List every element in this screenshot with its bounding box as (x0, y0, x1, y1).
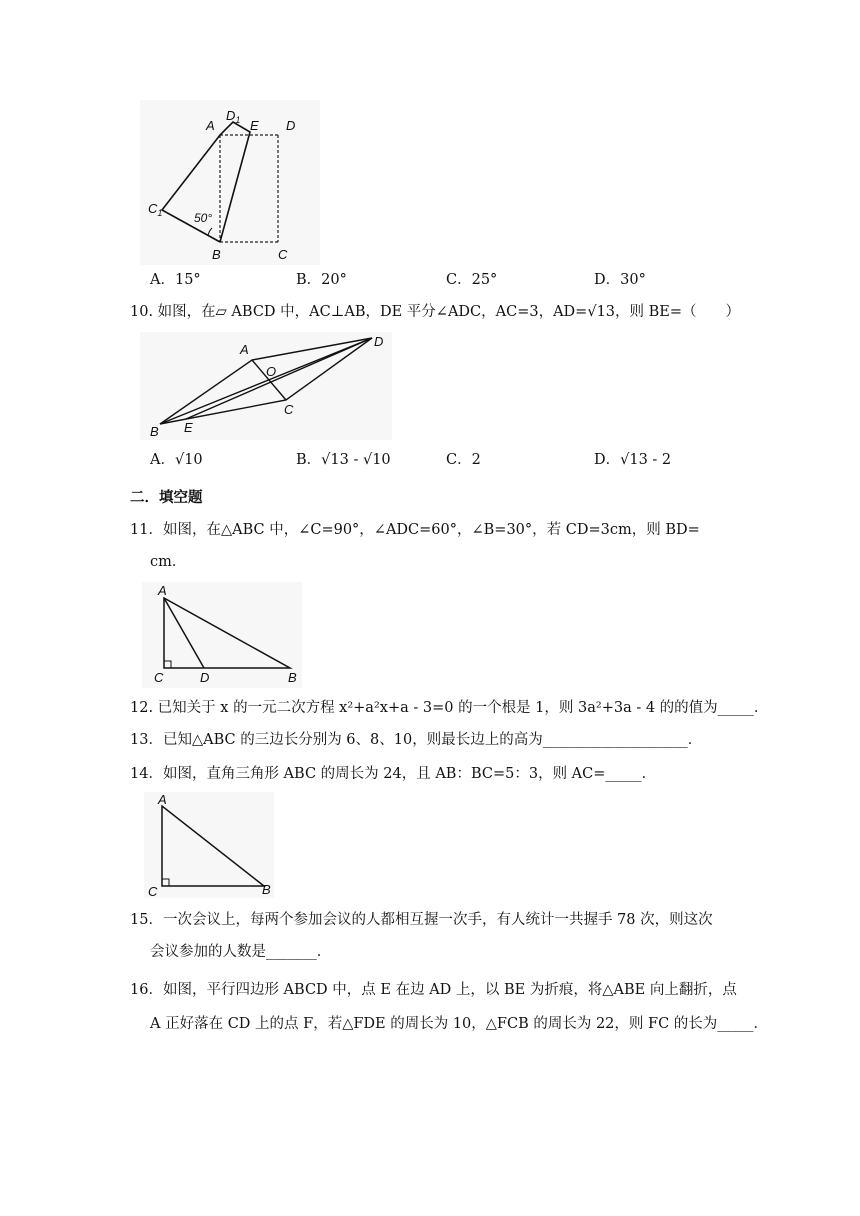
q9-option-d: D．30° (594, 272, 646, 288)
q10-option-c: C．2 (446, 452, 481, 468)
q9-option-b: B．20° (296, 272, 347, 288)
q9-label-E: E (250, 118, 259, 133)
q9-label-A: A (206, 118, 215, 133)
q9-label-C: C (278, 247, 288, 262)
q10-label-D: D (374, 334, 384, 349)
q14-label-B: B (262, 882, 271, 897)
q9-option-a: A．15° (150, 272, 201, 288)
q16-line2: A 正好落在 CD 上的点 F，若△FDE 的周长为 10，△FCB 的周长为 22，则 FC 的长为_____． (150, 1016, 769, 1032)
q11-label-C: C (154, 670, 164, 685)
q9-label-D1: $D_1$ (226, 108, 241, 125)
q9-label-angle: 50° (194, 211, 213, 225)
q10-option-a: A．√10 (150, 452, 203, 468)
q11-label-D: D (200, 670, 210, 685)
q10-label-C: C (284, 402, 294, 417)
q11-label-A: A (158, 583, 167, 598)
q12-question: 12. 已知关于 x 的一元二次方程 x²+a²x+a - 3=0 的一个根是 1，则 3a²+3a - 4 的的值为_____． (130, 700, 769, 716)
section-title: 二．填空题 (130, 490, 203, 506)
q11-line1: 11．如图，在△ABC 中，∠C=90°，∠ADC=60°，∠B=30°，若 CD=3cm，则 BD= (130, 522, 700, 538)
q10-question: 10. 如图，在▱ ABCD 中，AC⊥AB，DE 平分∠ADC，AC=3，AD=√13，则 BE=（ ） (130, 304, 741, 320)
q9-label-B: B (212, 247, 221, 262)
q9-option-c: C．25° (446, 272, 498, 288)
q14-figure (144, 792, 274, 898)
q11-label-B: B (288, 670, 297, 685)
q15-line1: 15．一次会议上，每两个参加会议的人都相互握一次手，有人统计一共握手 78 次，则这次 (130, 912, 713, 928)
q10-label-O: O (266, 364, 277, 379)
q13-question: 13．已知△ABC 的三边长分别为 6、8、10，则最长边上的高为____________________． (130, 732, 703, 748)
q9-label-D: D (286, 118, 296, 133)
q14-label-A: A (158, 792, 167, 807)
q10-label-A: A (240, 342, 249, 357)
q11-figure (142, 582, 302, 688)
q9-figure (140, 100, 320, 265)
q10-option-d: D．√13 - 2 (594, 452, 672, 468)
q10-option-b: B．√13 - √10 (296, 452, 391, 468)
q14-question: 14．如图，直角三角形 ABC 的周长为 24，且 AB：BC=5：3，则 AC=_____． (130, 766, 657, 782)
q15-line2: 会议参加的人数是_______． (150, 944, 332, 960)
q9-label-C1: $C_1$ (148, 201, 163, 218)
q10-label-B: B (150, 424, 159, 439)
q11-line2: cm． (150, 554, 187, 570)
q16-line1: 16．如图，平行四边形 ABCD 中，点 E 在边 AD 上，以 BE 为折痕，将△ABE 向上翻折，点 (130, 982, 737, 998)
q10-figure (140, 332, 392, 440)
q10-label-E: E (184, 420, 193, 435)
q14-label-C: C (148, 884, 158, 898)
